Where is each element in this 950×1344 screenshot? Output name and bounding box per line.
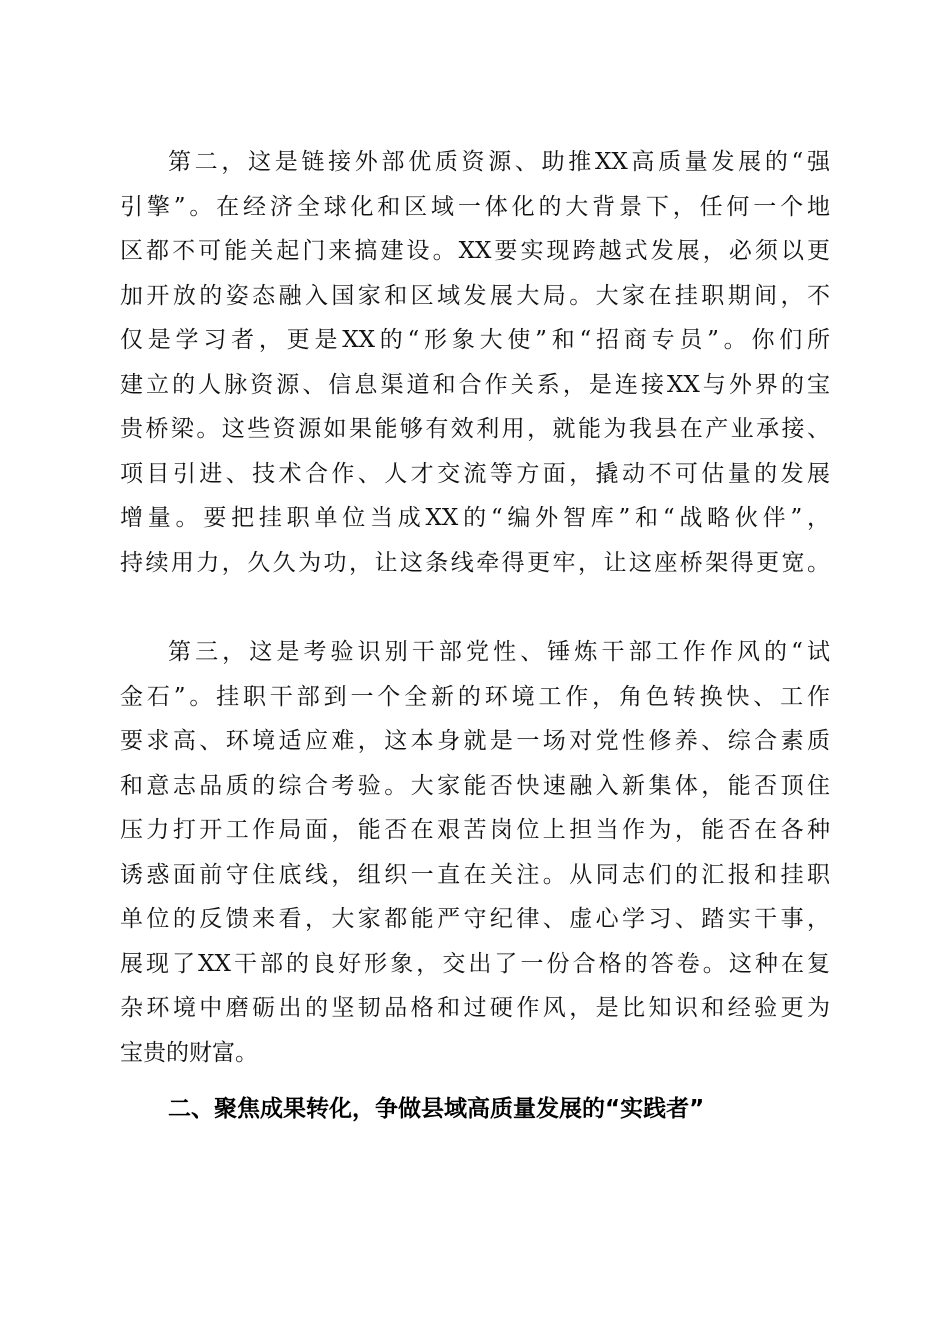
paragraph-line: 项目引进、技术合作、人才交流等方面，撬动不可估量的发展 [120,460,830,487]
paragraph-line: 诱惑面前守住底线，组织一直在关注。从同志们的汇报和挂职 [120,861,830,888]
paragraph-line: 和意志品质的综合考验。大家能否快速融入新集体，能否顶住 [120,772,830,799]
paragraph-line: 区都不可能关起门来搞建设。XX要实现跨越式发展，必须以更 [120,238,830,264]
paragraph-line: 建立的人脉资源、信息渠道和合作关系，是连接XX与外界的宝 [120,371,830,398]
paragraph-line: 增量。要把挂职单位当成XX的“编外智库”和“战略伙伴”， [120,505,830,531]
paragraph-line: 杂环境中磨砺出的坚韧品格和过硬作风，是比知识和经验更为 [120,995,830,1021]
section-heading: 二、聚焦成果转化，争做县域高质量发展的“实践者” [168,1096,705,1122]
paragraph-line: 展现了XX干部的良好形象，交出了一份合格的答卷。这种在复 [120,950,830,977]
paragraph-second-point [120,140,830,585]
paragraph-line: 宝贵的财富。 [120,1039,258,1066]
paragraph-line: 贵桥梁。这些资源如果能够有效利用，就能为我县在产业承接、 [120,416,830,442]
paragraph-third-point [120,630,830,1075]
paragraph-line: 第二，这是链接外部优质资源、助推XX高质量发展的“强 [168,149,830,175]
paragraph-line: 加开放的姿态融入国家和区域发展大局。大家在挂职期间，不 [120,282,830,309]
paragraph-line: 单位的反馈来看，大家都能严守纪律、虚心学习、踏实干事， [120,906,830,932]
paragraph-line: 引擎”。在经济全球化和区域一体化的大背景下，任何一个地 [120,193,830,220]
paragraph-line: 要求高、环境适应难，这本身就是一场对党性修养、综合素质 [120,728,830,754]
paragraph-line: 第三，这是考验识别干部党性、锤炼干部工作作风的“试 [168,639,830,665]
paragraph-line: 压力打开工作局面，能否在艰苦岗位上担当作为，能否在各种 [120,817,830,843]
paragraph-line: 仅是学习者，更是XX的“形象大使”和“招商专员”。你们所 [120,327,830,353]
paragraph-line: 金石”。挂职干部到一个全新的环境工作，角色转换快、工作 [120,683,830,710]
paragraph-line: 持续用力，久久为功，让这条线牵得更牢，让这座桥架得更宽。 [120,549,830,576]
